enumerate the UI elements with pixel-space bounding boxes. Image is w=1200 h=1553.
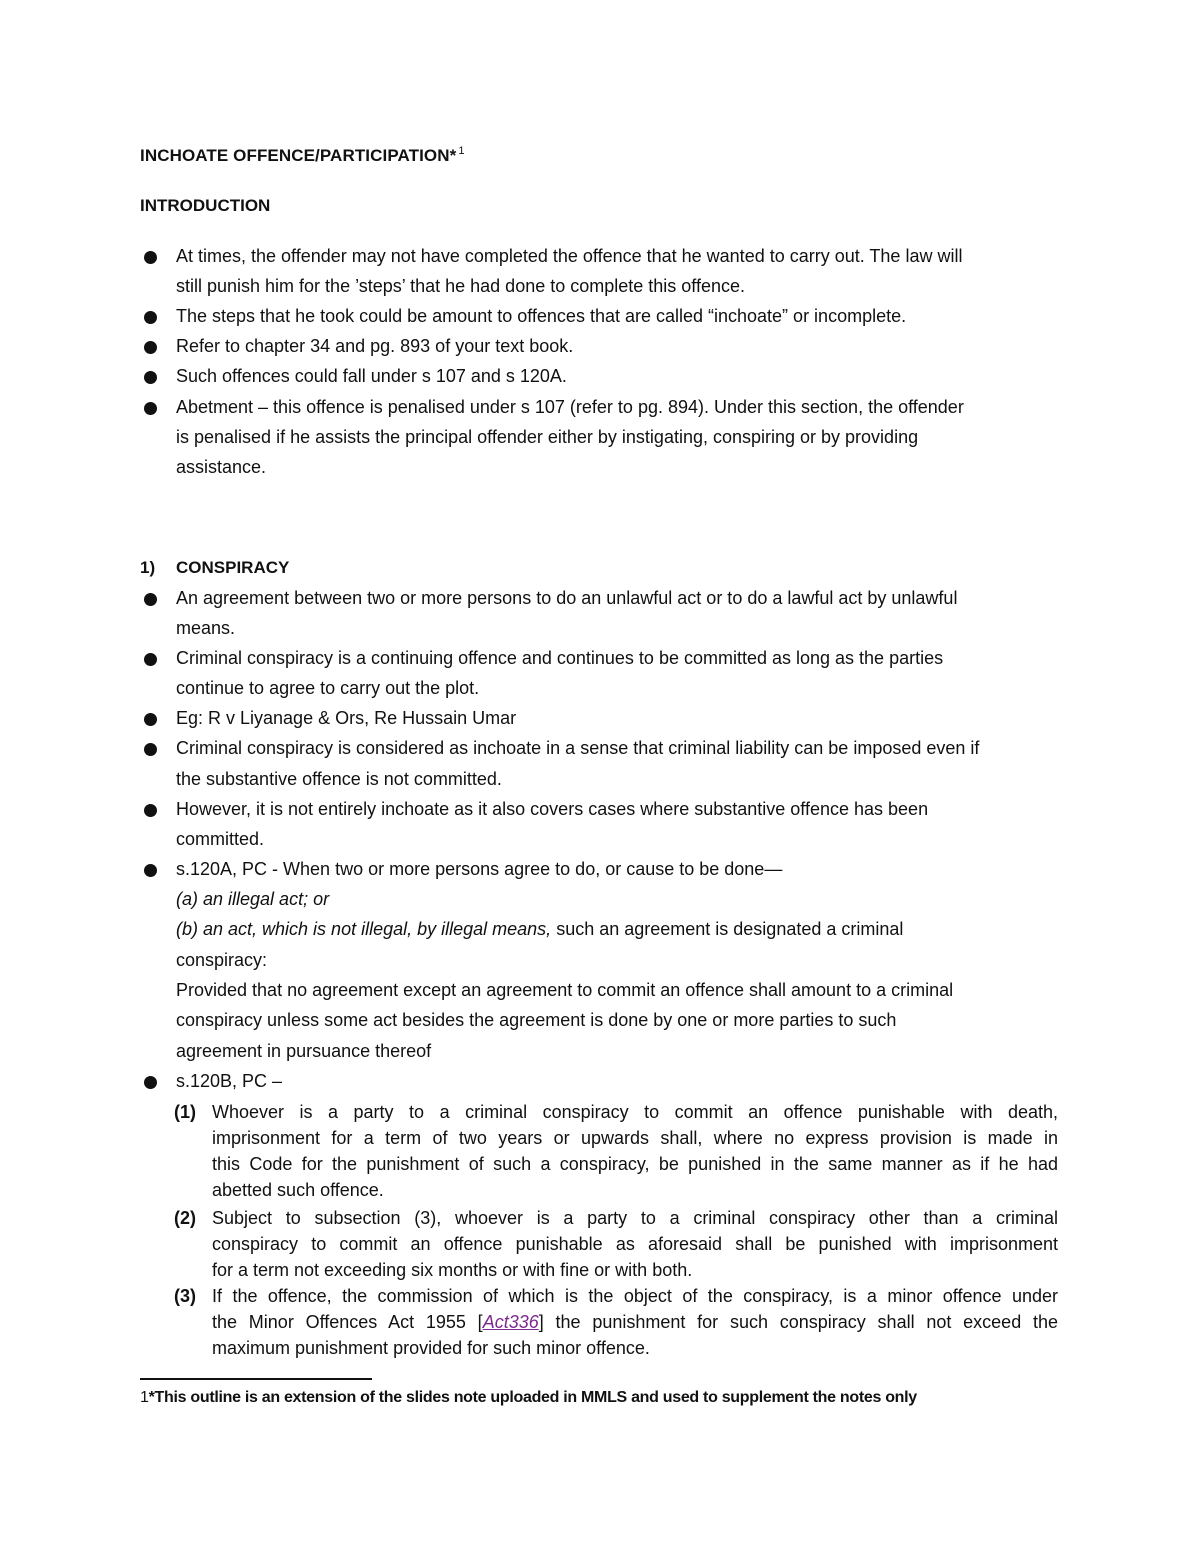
- s120b-item-line: this Code for the punishment of such a conspiracy, be punished in the same manner as if he had: [212, 1154, 1058, 1174]
- intro-line: Such offences could fall under s 107 and s 120A.: [176, 366, 567, 386]
- intro-line: Refer to chapter 34 and pg. 893 of your text book.: [176, 336, 574, 356]
- s120b-item-line: imprisonment for a term of two years or upwards shall, where no express provision is made in: [212, 1128, 1058, 1148]
- s120b-item-number: (3): [174, 1286, 196, 1306]
- s120b-label: s.120B, PC –: [176, 1071, 283, 1091]
- bullet-icon: [144, 864, 157, 877]
- bullet-icon: [144, 743, 157, 756]
- bullet-icon: [144, 251, 157, 264]
- s120b-item-number: (2): [174, 1208, 196, 1228]
- bullet-icon: [144, 804, 157, 817]
- s120a-line: conspiracy:: [176, 950, 268, 970]
- s120b-item-number: (1): [174, 1102, 196, 1122]
- bullet-icon: [144, 653, 157, 666]
- conspiracy-line: continue to agree to carry out the plot.: [176, 678, 480, 698]
- intro-line: still punish him for the ’steps’ that he had done to complete this offence.: [176, 276, 746, 296]
- footnote-divider: [140, 1378, 372, 1380]
- s120a-clause-b: [176, 914, 903, 944]
- footnote-text: *This outline is an extension of the slides note uploaded in MMLS and used to supplement the notes only: [148, 1389, 917, 1406]
- bullet-icon: [144, 341, 157, 354]
- conspiracy-line: An agreement between two or more persons to do an unlawful act or to do a lawful act by unlawful: [176, 588, 958, 608]
- s120b-item-line: Whoever is a party to a criminal conspiracy to commit an offence punishable with death,: [212, 1102, 1058, 1122]
- intro-line: is penalised if he assists the principal offender either by instigating, conspiring or by providing: [176, 427, 919, 447]
- s120a-line: Provided that no agreement except an agreement to commit an offence shall amount to a criminal: [176, 980, 954, 1000]
- s120a-line: agreement in pursuance thereof: [176, 1041, 432, 1061]
- conspiracy-line: However, it is not entirely inchoate as it also covers cases where substantive offence has been: [176, 799, 929, 819]
- s120b-item-line: maximum punishment provided for such minor offence.: [212, 1338, 650, 1358]
- s120b-item-line: If the offence, the commission of which is the object of the conspiracy, is a minor offence under: [212, 1286, 1058, 1306]
- s120a-clause-b-italic: (b) an act, which is not illegal, by illegal means,: [176, 919, 552, 939]
- s120a-clause-a: (a) an illegal act; or: [176, 889, 330, 909]
- introduction-heading: INTRODUCTION: [140, 196, 271, 215]
- s120b-item-line: Subject to subsection (3), whoever is a party to a criminal conspiracy other than a criminal: [212, 1208, 1058, 1228]
- s120b-item-line-with-link: [212, 1309, 1058, 1335]
- page-title: [140, 145, 465, 166]
- s120a-line: conspiracy unless some act besides the agreement is done by one or more parties to such: [176, 1010, 897, 1030]
- bullet-icon: [144, 371, 157, 384]
- intro-line: The steps that he took could be amount to offences that are called “inchoate” or incomplete.: [176, 306, 907, 326]
- link-suffix: ] the punishment for such conspiracy shall not exceed the: [538, 1312, 1059, 1332]
- s120b-item-line: conspiracy to commit an offence punishable as aforesaid shall be punished with imprisonment: [212, 1234, 1058, 1254]
- act336-link[interactable]: Act336: [482, 1312, 539, 1332]
- conspiracy-line: committed.: [176, 829, 265, 849]
- intro-line: assistance.: [176, 457, 267, 477]
- s120a-clause-b-rest: such an agreement is designated a criminal: [551, 919, 904, 939]
- footnote-number: 1: [140, 1389, 149, 1406]
- conspiracy-line: the substantive offence is not committed.: [176, 769, 502, 789]
- conspiracy-line: Eg: R v Liyanage & Ors, Re Hussain Umar: [176, 708, 517, 728]
- conspiracy-line: s.120A, PC - When two or more persons agree to do, or cause to be done—: [176, 859, 783, 879]
- section-heading-conspiracy: CONSPIRACY: [176, 558, 290, 577]
- intro-line: At times, the offender may not have completed the offence that he wanted to carry out. The law will: [176, 246, 963, 266]
- footnote: [140, 1389, 917, 1407]
- conspiracy-line: Criminal conspiracy is considered as inchoate in a sense that criminal liability can be imposed even if: [176, 738, 980, 758]
- conspiracy-line: Criminal conspiracy is a continuing offence and continues to be committed as long as the parties: [176, 648, 944, 668]
- link-prefix: the Minor Offences Act 1955 [: [212, 1312, 483, 1332]
- s120b-item-line: abetted such offence.: [212, 1180, 384, 1200]
- bullet-icon: [144, 713, 157, 726]
- bullet-icon: [144, 311, 157, 324]
- conspiracy-line: means.: [176, 618, 236, 638]
- page-title-text: INCHOATE OFFENCE/PARTICIPATION*: [140, 146, 457, 165]
- section-number: 1): [140, 558, 156, 577]
- intro-line: Abetment – this offence is penalised under s 107 (refer to pg. 894). Under this section, the offender: [176, 397, 964, 417]
- footnote-ref[interactable]: 1: [458, 145, 465, 157]
- bullet-icon: [144, 593, 157, 606]
- bullet-icon: [144, 402, 157, 415]
- s120b-item-line: for a term not exceeding six months or with fine or with both.: [212, 1260, 693, 1280]
- bullet-icon: [144, 1076, 157, 1089]
